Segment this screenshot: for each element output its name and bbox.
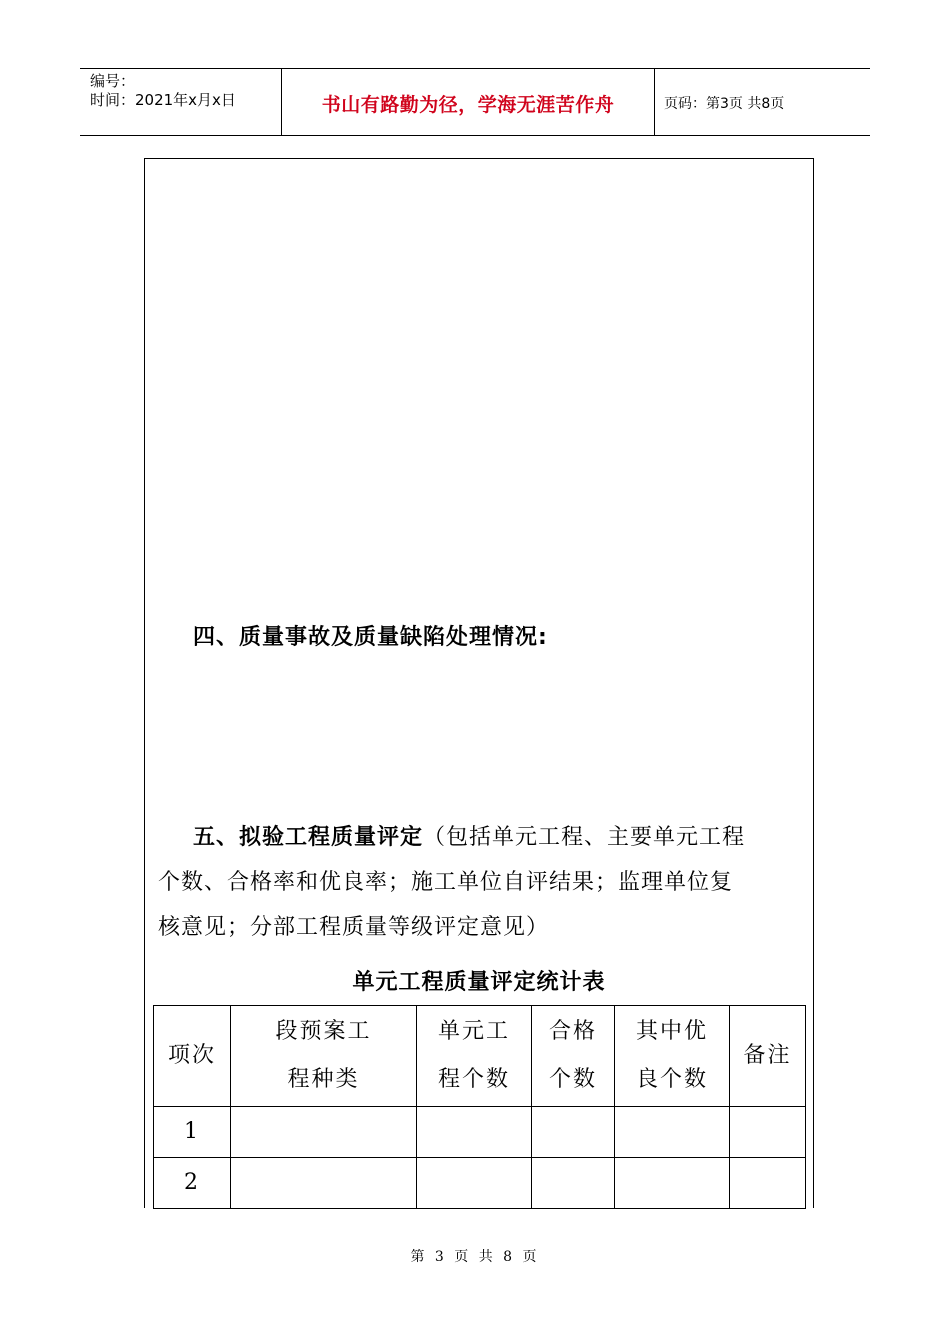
section-5-heading: 五、拟验工程质量评定 [193,825,424,850]
section-5-line-1 [158,815,808,860]
header-motto: 书山有路勤为径，学海无涯苦作舟 [321,94,615,116]
header-cell-item-no [154,1006,231,1107]
header-text: 程个数 [437,1067,510,1092]
header-cell-qualified-count [532,1006,615,1107]
header-bottom-rule [80,135,870,136]
table-cell [532,1107,615,1158]
header-cell-excellent-count [615,1006,730,1107]
table-cell [231,1107,417,1158]
document-time-label: 时间：2021年x月x日 [90,91,236,109]
section-5 [158,815,808,950]
table-cell [231,1158,417,1209]
table-cell [615,1107,730,1158]
header-text: 合格 [548,1019,597,1044]
table-title: 单元工程质量评定统计表 [352,970,606,995]
table-row [154,1158,806,1209]
document-number-label: 编号： [90,72,136,90]
header-text: 个数 [548,1067,597,1092]
table-cell [730,1107,806,1158]
table-cell: 2 [154,1158,231,1209]
header-text: 其中优 [635,1019,708,1044]
header-meta [90,72,236,110]
table-row [154,1107,806,1158]
section-5-line-1-text: （包括单元工程、主要单元工程 [423,825,746,850]
section-4-heading: 四、质量事故及质量缺陷处理情况: [193,625,548,650]
table-cell [730,1158,806,1209]
header-text: 程种类 [287,1067,360,1092]
header-cell-remarks [730,1006,806,1107]
section-5-line-2: 个数、合格率和优良率；施工单位自评结果；监理单位复 [158,870,734,895]
header-page-info: 页码：第3页 共8页 [664,96,785,112]
header-text: 单元工 [437,1019,510,1044]
header-cell-unit-count [417,1006,532,1107]
header-text: 项次 [167,1043,216,1068]
header-text: 良个数 [635,1067,708,1092]
table-cell [417,1107,532,1158]
header-text: 备注 [743,1043,792,1068]
header-divider-right [654,68,655,136]
header-divider-left [281,68,282,136]
header-cell-project-type [231,1006,417,1107]
table-cell [532,1158,615,1209]
header-top-rule [80,68,870,69]
table-cell [417,1158,532,1209]
page-footer: 第 3 页 共 8 页 [410,1249,540,1265]
table-cell: 1 [154,1107,231,1158]
table-cell [615,1158,730,1209]
unit-quality-stats-table [153,1005,806,1209]
section-5-line-3: 核意见；分部工程质量等级评定意见） [158,915,550,940]
table-header-row [154,1006,806,1107]
header-text: 段预案工 [275,1019,372,1044]
